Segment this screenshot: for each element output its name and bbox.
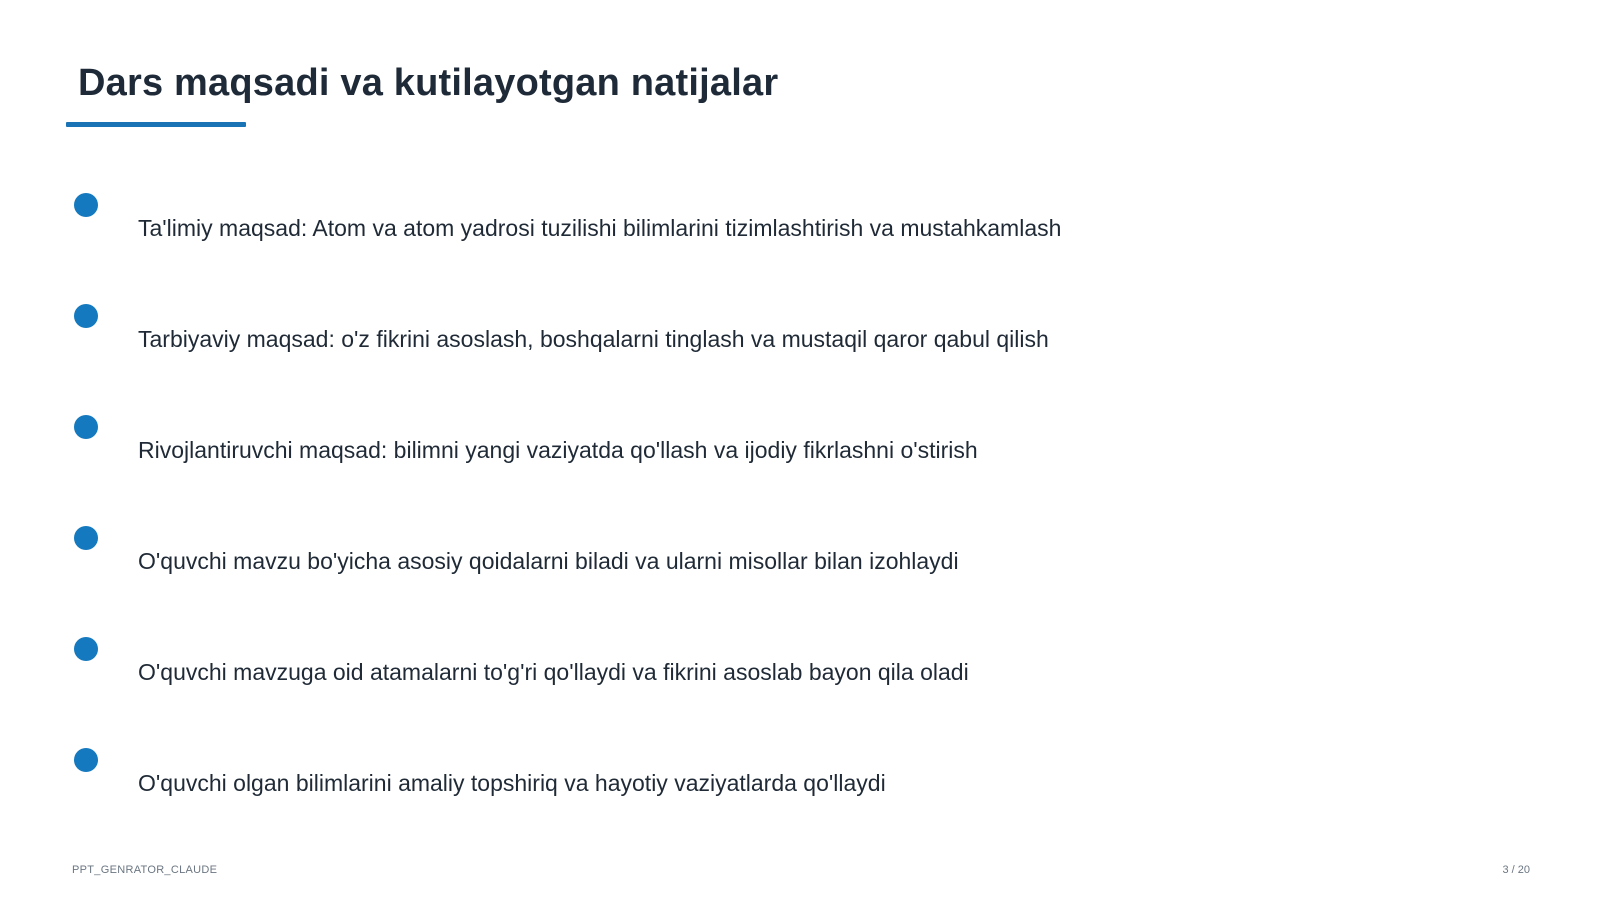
footer-source-label: PPT_GENRATOR_CLAUDE — [72, 864, 218, 876]
list-item — [0, 415, 1600, 475]
page-indicator: 3 / 20 — [1502, 864, 1530, 876]
bullet-dot-icon — [74, 304, 98, 328]
bullet-text: O'quvchi mavzu bo'yicha asosiy qoidalarni biladi va ularni misollar bilan izohlaydi — [138, 548, 959, 574]
bullet-text: Ta'limiy maqsad: Atom va atom yadrosi tuzilishi bilimlarini tizimlashtirish va mustahkamlash — [138, 215, 1062, 241]
bullet-dot-icon — [74, 193, 98, 217]
bullet-dot-icon — [74, 415, 98, 439]
list-item — [0, 637, 1600, 697]
bullet-dot-icon — [74, 637, 98, 661]
bullet-dot-icon — [74, 748, 98, 772]
bullet-dot-icon — [74, 526, 98, 550]
list-item — [0, 748, 1600, 808]
bullet-text: O'quvchi mavzuga oid atamalarni to'g'ri qo'llaydi va fikrini asoslab bayon qila oladi — [138, 659, 969, 685]
bullet-text: O'quvchi olgan bilimlarini amaliy topshiriq va hayotiy vaziyatlarda qo'llaydi — [138, 770, 886, 796]
title-underline — [66, 122, 246, 127]
slide-title: Dars maqsadi va kutilayotgan natijalar — [78, 62, 779, 104]
list-item — [0, 526, 1600, 586]
list-item — [0, 304, 1600, 364]
bullet-text: Tarbiyaviy maqsad: o'z fikrini asoslash, boshqalarni tinglash va mustaqil qaror qabul qilish — [138, 326, 1049, 352]
list-item — [0, 193, 1600, 253]
bullet-text: Rivojlantiruvchi maqsad: bilimni yangi vaziyatda qo'llash va ijodiy fikrlashni o'stirish — [138, 437, 978, 463]
